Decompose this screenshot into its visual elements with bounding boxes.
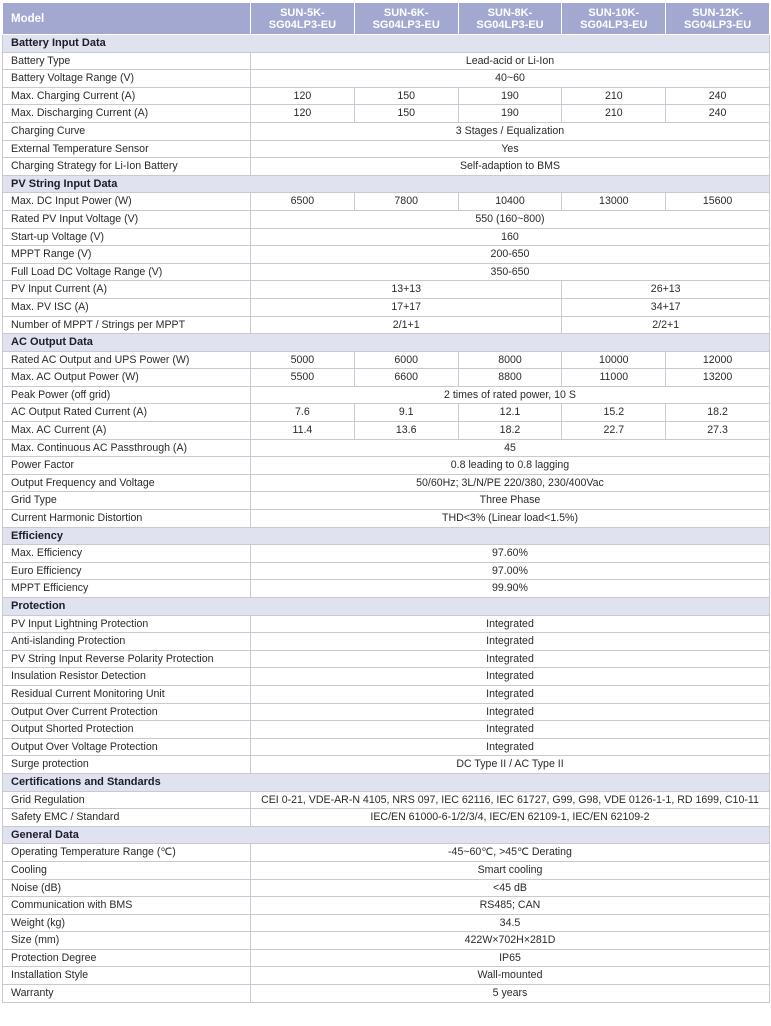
value-cell: Integrated [251, 685, 770, 703]
value-cell: IEC/EN 61000-6-1/2/3/4, IEC/EN 62109-1, IEC/EN 62109-2 [251, 809, 770, 827]
row-label: Full Load DC Voltage Range (V) [3, 263, 251, 281]
section-header-row [3, 334, 770, 352]
value-cell: 10000 [562, 351, 666, 369]
table-row [3, 105, 770, 123]
section-title: Certifications and Standards [3, 773, 770, 791]
row-label: Battery Type [3, 52, 251, 70]
row-label: Residual Current Monitoring Unit [3, 685, 251, 703]
section-header-row [3, 773, 770, 791]
spec-table [2, 2, 770, 1003]
model-column-header: SUN-6K- SG04LP3-EU [354, 3, 458, 35]
table-row [3, 263, 770, 281]
row-label: Output Shorted Protection [3, 721, 251, 739]
table-row [3, 228, 770, 246]
value-cell: Self-adaption to BMS [251, 158, 770, 176]
value-cell: 5000 [251, 351, 355, 369]
value-cell: 34.5 [251, 914, 770, 932]
row-label: Peak Power (off grid) [3, 386, 251, 404]
value-cell: 8800 [458, 369, 562, 387]
row-label: Rated PV Input Voltage (V) [3, 210, 251, 228]
table-row [3, 439, 770, 457]
value-cell: 27.3 [666, 422, 770, 440]
value-cell: 13.6 [354, 422, 458, 440]
section-header-row [3, 527, 770, 545]
value-cell: THD<3% (Linear load<1.5%) [251, 510, 770, 528]
table-row [3, 615, 770, 633]
model-column-header: SUN-12K- SG04LP3-EU [666, 3, 770, 35]
row-label: Cooling [3, 861, 251, 879]
value-cell: -45~60℃, >45℃ Derating [251, 844, 770, 862]
value-cell: 18.2 [458, 422, 562, 440]
row-label: Max. AC Output Power (W) [3, 369, 251, 387]
value-cell: 12.1 [458, 404, 562, 422]
value-cell: Three Phase [251, 492, 770, 510]
value-cell: DC Type II / AC Type II [251, 756, 770, 774]
row-label: PV Input Lightning Protection [3, 615, 251, 633]
table-row [3, 122, 770, 140]
table-row [3, 844, 770, 862]
value-cell: 550 (160~800) [251, 210, 770, 228]
table-row [3, 510, 770, 528]
row-label: Grid Type [3, 492, 251, 510]
table-row [3, 914, 770, 932]
value-cell: 190 [458, 105, 562, 123]
value-cell: 6600 [354, 369, 458, 387]
row-label: Safety EMC / Standard [3, 809, 251, 827]
table-row [3, 668, 770, 686]
value-cell: 2 times of rated power, 10 S [251, 386, 770, 404]
section-header-row [3, 826, 770, 844]
table-row [3, 985, 770, 1003]
value-cell: 17+17 [251, 298, 562, 316]
value-cell: 3 Stages / Equalization [251, 122, 770, 140]
table-row [3, 158, 770, 176]
value-cell: Integrated [251, 650, 770, 668]
row-label: PV String Input Reverse Polarity Protection [3, 650, 251, 668]
value-cell: 22.7 [562, 422, 666, 440]
table-row [3, 879, 770, 897]
table-row [3, 246, 770, 264]
row-label: Max. Charging Current (A) [3, 87, 251, 105]
value-cell: 422W×702H×281D [251, 932, 770, 950]
value-cell: 160 [251, 228, 770, 246]
table-row [3, 562, 770, 580]
section-header-row [3, 598, 770, 616]
section-header-row [3, 35, 770, 53]
value-cell: CEI 0-21, VDE-AR-N 4105, NRS 097, IEC 62116, IEC 61727, G99, G98, VDE 0126-1-1, RD 1699, C10-11 [251, 791, 770, 809]
value-cell: 50/60Hz; 3L/N/PE 220/380, 230/400Vac [251, 474, 770, 492]
table-row [3, 949, 770, 967]
value-cell: IP65 [251, 949, 770, 967]
value-cell: 190 [458, 87, 562, 105]
table-row [3, 633, 770, 651]
row-label: Operating Temperature Range (℃) [3, 844, 251, 862]
row-label: Output Frequency and Voltage [3, 474, 251, 492]
row-label: Max. DC Input Power (W) [3, 193, 251, 211]
model-column-header: SUN-5K- SG04LP3-EU [251, 3, 355, 35]
value-cell: 15600 [666, 193, 770, 211]
row-label: Battery Voltage Range (V) [3, 70, 251, 88]
value-cell: 10400 [458, 193, 562, 211]
table-row [3, 281, 770, 299]
table-row [3, 369, 770, 387]
table-row [3, 650, 770, 668]
row-label: PV Input Current (A) [3, 281, 251, 299]
table-row [3, 298, 770, 316]
table-row [3, 140, 770, 158]
table-row [3, 52, 770, 70]
table-row [3, 70, 770, 88]
row-label: MPPT Efficiency [3, 580, 251, 598]
value-cell: 240 [666, 105, 770, 123]
value-cell: Smart cooling [251, 861, 770, 879]
section-title: AC Output Data [3, 334, 770, 352]
value-cell: 18.2 [666, 404, 770, 422]
table-row [3, 809, 770, 827]
row-label: Anti-islanding Protection [3, 633, 251, 651]
value-cell: 7800 [354, 193, 458, 211]
value-cell: 97.00% [251, 562, 770, 580]
value-cell: Wall-mounted [251, 967, 770, 985]
table-row [3, 87, 770, 105]
row-label: Max. PV ISC (A) [3, 298, 251, 316]
row-label: Protection Degree [3, 949, 251, 967]
value-cell: Integrated [251, 668, 770, 686]
section-title: General Data [3, 826, 770, 844]
section-title: Efficiency [3, 527, 770, 545]
row-label: AC Output Rated Current (A) [3, 404, 251, 422]
table-row [3, 386, 770, 404]
table-row [3, 721, 770, 739]
value-cell: 2/2+1 [562, 316, 770, 334]
row-label: Warranty [3, 985, 251, 1003]
value-cell: 120 [251, 105, 355, 123]
value-cell: Integrated [251, 721, 770, 739]
value-cell: 120 [251, 87, 355, 105]
value-cell: 45 [251, 439, 770, 457]
row-label: Max. Continuous AC Passthrough (A) [3, 439, 251, 457]
table-row [3, 193, 770, 211]
value-cell: 240 [666, 87, 770, 105]
row-label: MPPT Range (V) [3, 246, 251, 264]
value-cell: 7.6 [251, 404, 355, 422]
value-cell: 34+17 [562, 298, 770, 316]
row-label: Current Harmonic Distortion [3, 510, 251, 528]
spec-body [3, 35, 770, 1003]
table-row [3, 210, 770, 228]
model-column-header: SUN-10K- SG04LP3-EU [562, 3, 666, 35]
value-cell: 2/1+1 [251, 316, 562, 334]
value-cell: 13+13 [251, 281, 562, 299]
table-row [3, 897, 770, 915]
section-header-row [3, 175, 770, 193]
row-label: External Temperature Sensor [3, 140, 251, 158]
table-row [3, 404, 770, 422]
table-row [3, 492, 770, 510]
row-label: Power Factor [3, 457, 251, 475]
table-row [3, 457, 770, 475]
value-cell: 5500 [251, 369, 355, 387]
value-cell: 6000 [354, 351, 458, 369]
row-label: Grid Regulation [3, 791, 251, 809]
row-label: Weight (kg) [3, 914, 251, 932]
value-cell: 11000 [562, 369, 666, 387]
row-label: Installation Style [3, 967, 251, 985]
value-cell: 0.8 leading to 0.8 lagging [251, 457, 770, 475]
value-cell: Integrated [251, 738, 770, 756]
row-label: Surge protection [3, 756, 251, 774]
table-row [3, 756, 770, 774]
row-label: Noise (dB) [3, 879, 251, 897]
value-cell: 13200 [666, 369, 770, 387]
value-cell: 12000 [666, 351, 770, 369]
table-row [3, 316, 770, 334]
value-cell: 11.4 [251, 422, 355, 440]
table-row [3, 738, 770, 756]
value-cell: 8000 [458, 351, 562, 369]
value-cell: 9.1 [354, 404, 458, 422]
table-row [3, 967, 770, 985]
model-column-header: SUN-8K- SG04LP3-EU [458, 3, 562, 35]
value-cell: Lead-acid or Li-Ion [251, 52, 770, 70]
value-cell: 40~60 [251, 70, 770, 88]
value-cell: 97.60% [251, 545, 770, 563]
row-label: Charging Curve [3, 122, 251, 140]
value-cell: 5 years [251, 985, 770, 1003]
table-row [3, 861, 770, 879]
row-label: Number of MPPT / Strings per MPPT [3, 316, 251, 334]
value-cell: Integrated [251, 615, 770, 633]
value-cell: 150 [354, 105, 458, 123]
value-cell: Integrated [251, 633, 770, 651]
header-row [3, 3, 770, 35]
row-label: Size (mm) [3, 932, 251, 950]
table-row [3, 422, 770, 440]
table-row [3, 791, 770, 809]
row-label: Charging Strategy for Li-Ion Battery [3, 158, 251, 176]
row-label: Output Over Voltage Protection [3, 738, 251, 756]
section-title: Battery Input Data [3, 35, 770, 53]
section-title: PV String Input Data [3, 175, 770, 193]
value-cell: Integrated [251, 703, 770, 721]
row-label: Start-up Voltage (V) [3, 228, 251, 246]
table-row [3, 685, 770, 703]
value-cell: 13000 [562, 193, 666, 211]
value-cell: 15.2 [562, 404, 666, 422]
row-label: Rated AC Output and UPS Power (W) [3, 351, 251, 369]
value-cell: Yes [251, 140, 770, 158]
row-label: Max. Efficiency [3, 545, 251, 563]
value-cell: <45 dB [251, 879, 770, 897]
value-cell: 26+13 [562, 281, 770, 299]
value-cell: 210 [562, 105, 666, 123]
row-label: Max. AC Current (A) [3, 422, 251, 440]
table-row [3, 351, 770, 369]
row-label: Insulation Resistor Detection [3, 668, 251, 686]
value-cell: RS485; CAN [251, 897, 770, 915]
value-cell: 210 [562, 87, 666, 105]
table-row [3, 545, 770, 563]
value-cell: 150 [354, 87, 458, 105]
model-header: Model [3, 3, 251, 35]
row-label: Output Over Current Protection [3, 703, 251, 721]
table-row [3, 932, 770, 950]
section-title: Protection [3, 598, 770, 616]
row-label: Euro Efficiency [3, 562, 251, 580]
table-row [3, 580, 770, 598]
row-label: Max. Discharging Current (A) [3, 105, 251, 123]
value-cell: 350-650 [251, 263, 770, 281]
table-row [3, 703, 770, 721]
value-cell: 99.90% [251, 580, 770, 598]
value-cell: 6500 [251, 193, 355, 211]
value-cell: 200-650 [251, 246, 770, 264]
row-label: Communication with BMS [3, 897, 251, 915]
table-row [3, 474, 770, 492]
